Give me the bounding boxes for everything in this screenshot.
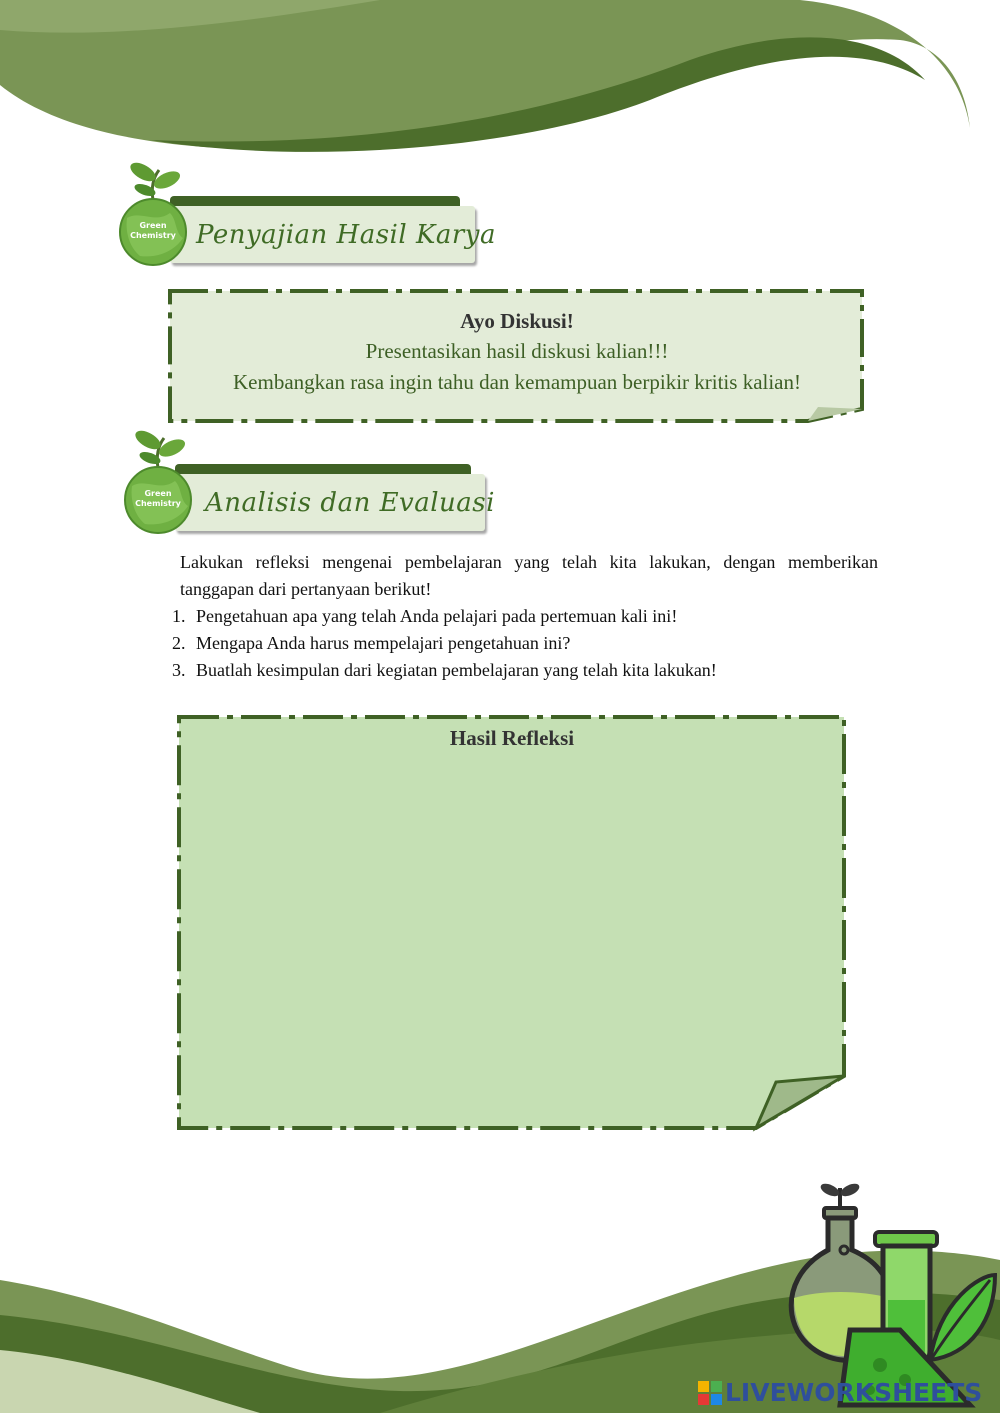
badge-line1: Green xyxy=(139,221,167,230)
analysis-intro: Lakukan refleksi mengenai pembelajaran yang telah kita lakukan, dengan memberikan tanggapan dari pertanyaan berikut! xyxy=(180,552,878,599)
reflection-box xyxy=(176,714,848,1132)
discussion-line-2: Kembangkan rasa ingin tahu dan kemampuan berpikir kritis kalian! xyxy=(233,370,801,394)
question-text: Pengetahuan apa yang telah Anda pelajari pada pertemuan kali ini! xyxy=(196,606,678,626)
section-title: Analisis dan Evaluasi xyxy=(205,487,495,518)
green-chemistry-globe-icon xyxy=(115,158,195,268)
liveworksheets-logo-icon xyxy=(698,1381,722,1405)
liveworksheets-logo xyxy=(698,1378,982,1407)
question-text: Mengapa Anda harus mempelajari pengetahuan ini? xyxy=(196,633,571,653)
question-text: Buatlah kesimpulan dari kegiatan pembelajaran yang telah kita lakukan! xyxy=(196,660,717,680)
banner-bar xyxy=(170,206,496,263)
badge-line2: Chemistry xyxy=(135,499,181,508)
question-number: 3. xyxy=(172,660,186,680)
question-item xyxy=(172,657,878,684)
question-number: 1. xyxy=(172,606,186,626)
question-number: 2. xyxy=(172,633,186,653)
section-title: Penyajian Hasil Karya xyxy=(196,219,496,250)
section-banner-analisis xyxy=(120,426,500,538)
reflection-heading: Hasil Refleksi xyxy=(449,726,575,750)
analysis-section xyxy=(172,549,878,684)
question-item xyxy=(172,630,878,657)
top-wave-decoration xyxy=(0,0,1000,175)
discussion-line-1: Presentasikan hasil diskusi kalian!!! xyxy=(365,339,669,363)
discussion-box xyxy=(168,289,866,425)
badge-line1: Green xyxy=(144,489,172,498)
banner-bar xyxy=(175,474,495,531)
liveworksheets-text: LIVEWORKSHEETS xyxy=(725,1378,983,1407)
green-chemistry-globe-icon xyxy=(120,426,200,536)
discussion-text xyxy=(168,309,866,398)
reflection-answer-area[interactable] xyxy=(196,764,826,1094)
badge-line2: Chemistry xyxy=(130,231,176,240)
question-list xyxy=(172,603,878,684)
section-banner-penyajian xyxy=(115,158,496,270)
discussion-heading: Ayo Diskusi! xyxy=(460,309,574,333)
question-item xyxy=(172,603,878,630)
